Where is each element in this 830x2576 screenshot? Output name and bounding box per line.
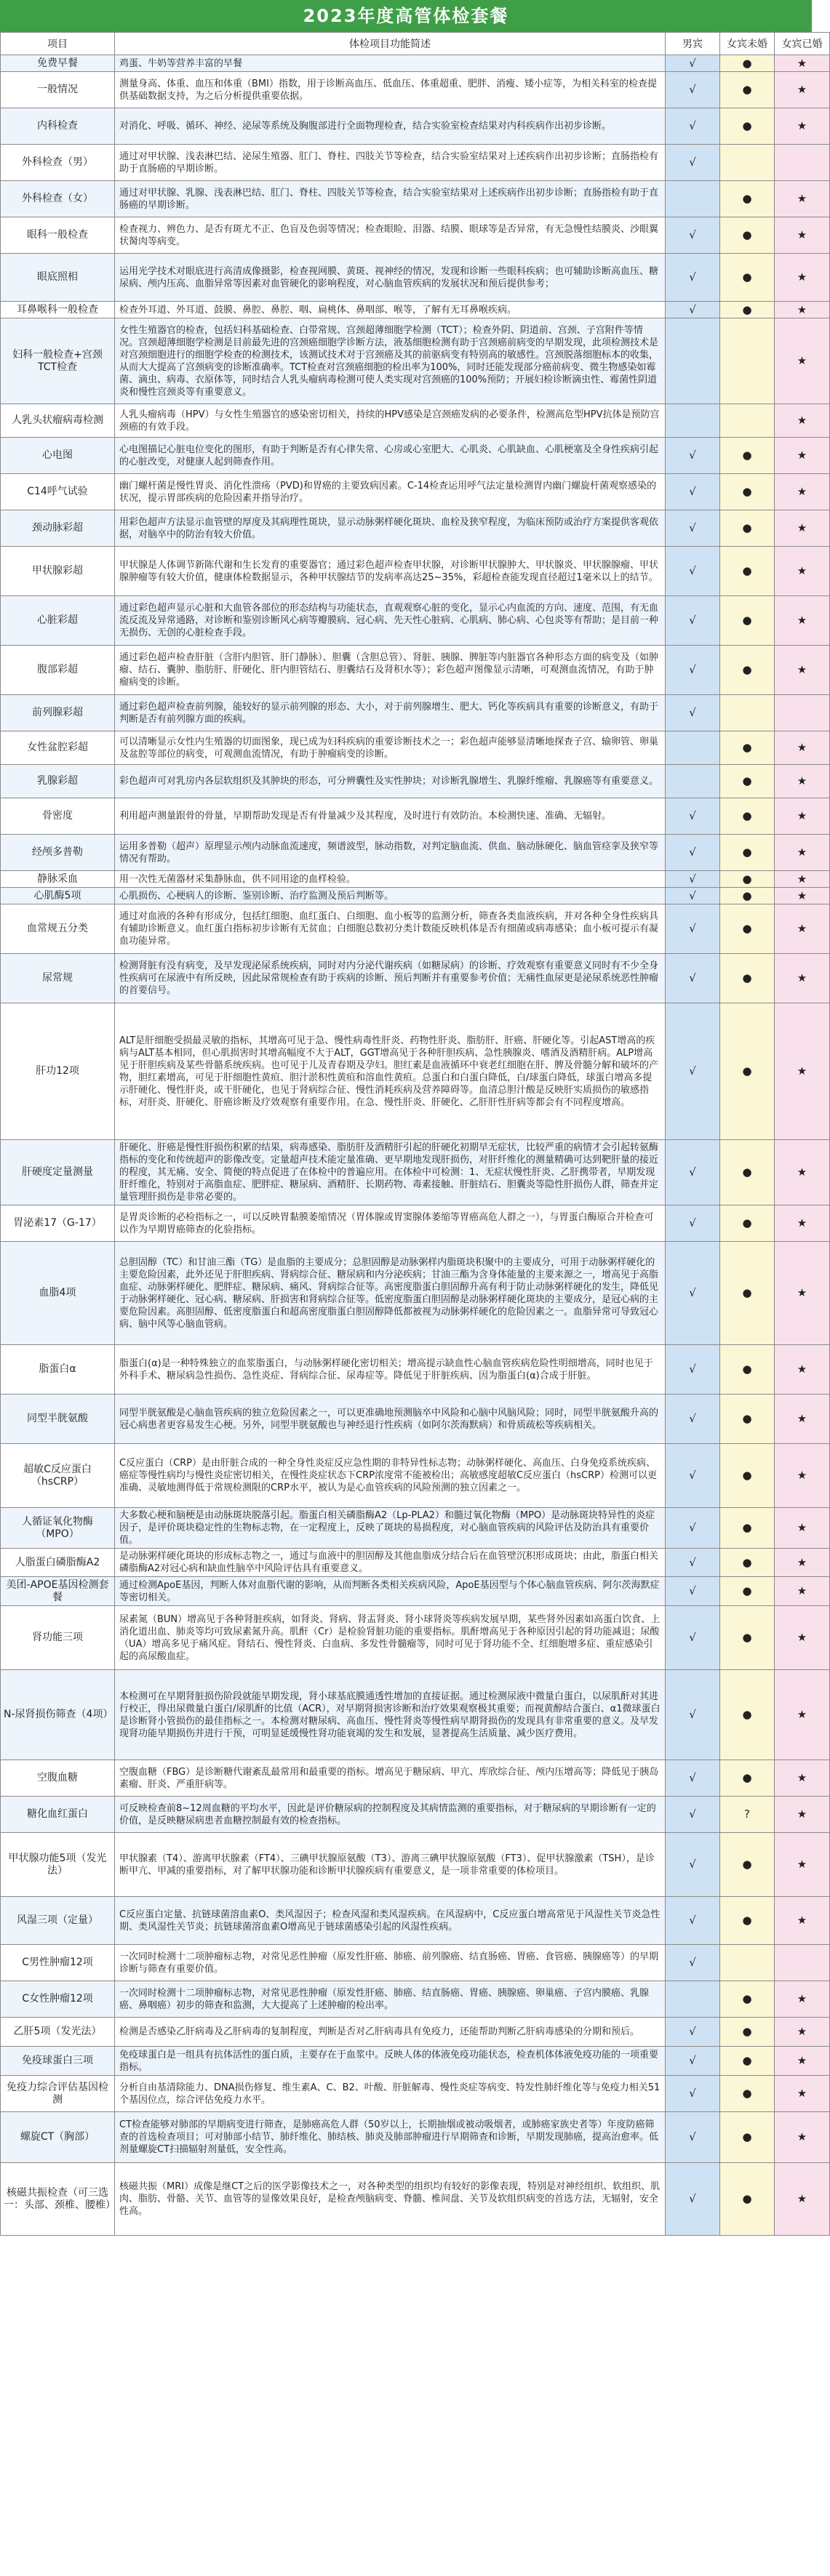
row-male-mark: √	[666, 695, 720, 731]
row-description: 利用超声测量跟骨的骨量，早期帮助发现是否有骨量减少及其程度，及时进行有效防治。本检测快速、准确、无辐射。	[115, 798, 666, 835]
table-header-row	[1, 33, 830, 55]
table-row	[1, 1205, 830, 1242]
row-female-unmarried-mark: ●	[720, 1395, 775, 1444]
row-male-mark: √	[666, 547, 720, 596]
row-female-unmarried-mark: ●	[720, 2163, 775, 2236]
row-female-married-mark: ★	[775, 731, 830, 765]
row-male-mark	[666, 1981, 720, 2018]
row-female-unmarried-mark: ●	[720, 217, 775, 254]
row-description: 对消化、呼吸、循环、神经、泌尿等系统及胸腹部进行全面物理检查，结合实验室检查结果对内科疾病作出初步诊断。	[115, 108, 666, 145]
row-description: 同型半胱氨酸是心脑血管疾病的独立危险因素之一，可以更准确地预测脑卒中风险和心脑中风脑风险；同时，同型半胱氨酸升高的冠心病患者更容易发生心梗。另外，同型半胱氨酸也与神经退行性疾病（如阿尔茨海默病）和骨质疏松等疾病相关。	[115, 1395, 666, 1444]
row-female-unmarried-mark	[720, 695, 775, 731]
row-description: C反应蛋白（CRP）是由肝脏合成的一种全身性炎症反应急性期的非特异性标志物；动脉粥样硬化、高血压、白身免疫系统疾病、癌症等慢性病均与慢性炎症密切相关，在慢性炎症状态下CRP浓度常不能被检出；高敏感度超敏C反应蛋白（hsCRP）检测可以更准确、灵敏地测得低于常规检测限的CRP水平，被认为是心血管疾病的风险预测的独立因素之一。	[115, 1444, 666, 1508]
table-row	[1, 510, 830, 547]
row-female-married-mark: ★	[775, 1606, 830, 1670]
table-row	[1, 596, 830, 646]
row-item-name: 女性盆腔彩超	[1, 731, 115, 765]
row-female-married-mark	[775, 695, 830, 731]
row-item-name: 颈动脉彩超	[1, 510, 115, 547]
row-female-unmarried-mark: ●	[720, 72, 775, 108]
row-female-unmarried-mark: ●	[720, 438, 775, 474]
table-row	[1, 1395, 830, 1444]
row-female-married-mark: ★	[775, 765, 830, 798]
row-female-married-mark: ★	[775, 217, 830, 254]
row-female-unmarried-mark: ●	[720, 954, 775, 1003]
row-female-married-mark: ★	[775, 318, 830, 404]
row-female-unmarried-mark: ●	[720, 1760, 775, 1797]
row-description: 大多数心梗和脑梗是由动脉斑块脱落引起。脂蛋白相关磷脂酶A2（Lp-PLA2）和髓过氧化物酶（MPO）是动脉斑块特异性的炎症因子，是评价斑块稳定性的生物标志物，在一定程度上，反映了斑块的易损程度，对心脑血管疾病的风险评估及防治具有重要价值。	[115, 1508, 666, 1549]
row-female-unmarried-mark: ●	[720, 108, 775, 145]
row-item-name: 内科检查	[1, 108, 115, 145]
row-female-unmarried-mark: ●	[720, 1833, 775, 1897]
table-row	[1, 2163, 830, 2236]
table-row	[1, 55, 830, 72]
row-item-name: 同型半胱氨酸	[1, 1395, 115, 1444]
table-row	[1, 1897, 830, 1945]
row-female-married-mark: ★	[775, 302, 830, 318]
row-female-unmarried-mark	[720, 404, 775, 438]
row-male-mark: √	[666, 1003, 720, 1140]
header-female-unmarried: 女宾未婚	[720, 33, 775, 55]
table-row	[1, 695, 830, 731]
row-description: 肝硬化、肝癌是慢性肝损伤积累的结果，病毒感染、脂肪肝及酒精肝引起的肝硬化初期早无症状，比较严重的病情才会引起转氨酶指标的变化和传统超声的影像改变。定量超声技术能定量准确、更早期地发现肝损伤，对肝纤维化的测量精确可达到靶肝量的接近的程度，其无痛、安全、简便的特点促进了在体检中的普遍应用。在体检中可检测：1、无症状慢性肝炎、乙肝携带者，早期发现肝纤维化，特别对于高脂血症、肥胖症、糖尿病、酒精肝、长期药物、毒素接触、肝脏结石、胆囊炎等隐性肝损伤人群，筛查并定量管理肝损伤是非常必要的。	[115, 1140, 666, 1205]
row-female-married-mark	[775, 1945, 830, 1981]
row-male-mark: √	[666, 302, 720, 318]
table-row	[1, 1981, 830, 2018]
row-female-unmarried-mark: ●	[720, 1205, 775, 1242]
table-row	[1, 547, 830, 596]
row-male-mark	[666, 318, 720, 404]
table-row	[1, 798, 830, 835]
row-item-name: 外科检查（女）	[1, 181, 115, 217]
row-description: 幽门螺杆菌是慢性胃炎、消化性溃疡（PVD)和胃癌的主要致病因素。C-14检查运用呼气法定量检测胃内幽门螺旋杆菌观察感染的状况，提示胃部疾病的危险因素并指导治疗。	[115, 474, 666, 510]
row-item-name: 静脉采血	[1, 871, 115, 888]
row-female-married-mark: ★	[775, 1670, 830, 1760]
row-female-married-mark: ★	[775, 254, 830, 302]
table-row	[1, 302, 830, 318]
row-item-name: 血脂4项	[1, 1242, 115, 1345]
row-female-unmarried-mark: ●	[720, 1897, 775, 1945]
row-item-name: 人乳头状瘤病毒检测	[1, 404, 115, 438]
row-item-name: 眼底照相	[1, 254, 115, 302]
row-male-mark: √	[666, 254, 720, 302]
row-male-mark: √	[666, 1508, 720, 1549]
table-row	[1, 731, 830, 765]
row-item-name: 肾功能三项	[1, 1606, 115, 1670]
table-row	[1, 474, 830, 510]
row-male-mark: √	[666, 474, 720, 510]
header-description: 体检项目功能简述	[115, 33, 666, 55]
row-description: 鸡蛋、牛奶等营养丰富的早餐	[115, 55, 666, 72]
row-female-unmarried-mark: ●	[720, 1981, 775, 2018]
row-description: 检查外耳道、外耳道、鼓膜、鼻腔、鼻腔、咽、扁桃体、鼻咽部、喉等，了解有无耳鼻喉疾病。	[115, 302, 666, 318]
row-female-unmarried-mark	[720, 145, 775, 181]
table-row	[1, 1549, 830, 1577]
table-row	[1, 2076, 830, 2112]
row-description: 总胆固醇（TC）和甘油三酯（TG）是血脂的主要成分；总胆固醇是动脉粥样内脂斑块积聚中的主要成分，可用于动脉粥样硬化的主要危险因素，此外还见于肝胆疾病、肾病综合征、糖尿病和内分泌疾病；甘油三酯为含身体能量的主要来源之一，增高见于高脂血症、动脉粥样硬化、肥胖症、糖尿病、痛风、肾病综合征等。高密度脂蛋白胆固醇升高有利于防止动脉粥样硬化的发生，降低见于动脉粥样硬化、冠心病、糖尿病、肝损害和肾病综合征等。低密度脂蛋白胆固醇是动脉粥样硬化斑块的主要成分，是冠心病的主要危险因素。高胆固醇、低密度脂蛋白和超高密度脂蛋白胆固醇降低都被视为动脉粥样硬化的危险因素之一。血脂异常可导致冠心病、脑中风等心脑血管病。	[115, 1242, 666, 1345]
row-female-unmarried-mark: ●	[720, 888, 775, 904]
row-female-unmarried-mark: ●	[720, 871, 775, 888]
row-female-unmarried-mark	[720, 318, 775, 404]
row-description: 可反映检查前8~12周血糖的平均水平，因此是评价糖尿病的控制程度及其病情监测的重要指标，对于糖尿病的早期诊断有一定的价值，是反映糖尿病患者血糖控制最有效的检查指标。	[115, 1797, 666, 1833]
row-female-unmarried-mark: ●	[720, 1577, 775, 1606]
row-male-mark: √	[666, 1444, 720, 1508]
row-female-married-mark: ★	[775, 1140, 830, 1205]
row-male-mark: √	[666, 1549, 720, 1577]
row-item-name: 眼科一般检查	[1, 217, 115, 254]
header-item: 项目	[1, 33, 115, 55]
row-female-married-mark: ★	[775, 547, 830, 596]
row-description: 用一次性无菌器材采集静脉血，供不同用途的血样检验。	[115, 871, 666, 888]
row-male-mark: √	[666, 835, 720, 871]
row-female-unmarried-mark: ●	[720, 474, 775, 510]
row-male-mark: √	[666, 2076, 720, 2112]
row-item-name: 耳鼻喉科一般检查	[1, 302, 115, 318]
row-description: 是胃炎诊断的必检指标之一，可以反映胃黏膜萎缩情况（胃体腺或胃窦腺体萎缩等胃癌高危人群之一），与胃蛋白酶原合并检查可以作为早期胃癌筛查的化验指标。	[115, 1205, 666, 1242]
row-item-name: 血常规五分类	[1, 904, 115, 954]
row-female-unmarried-mark: ●	[720, 302, 775, 318]
row-female-married-mark: ★	[775, 1981, 830, 2018]
row-female-unmarried-mark: ●	[720, 731, 775, 765]
row-item-name: 核磁共振检查（可三选一：头部、颈椎、腰椎）	[1, 2163, 115, 2236]
row-female-married-mark: ★	[775, 1833, 830, 1897]
table-row	[1, 1833, 830, 1897]
row-item-name: 甲状腺彩超	[1, 547, 115, 596]
row-description: C反应蛋白定量、抗链球菌溶血素O、类风湿因子；检查风湿和类风湿疾病。在风湿病中，C反应蛋白增高常见于风湿性关节炎急性期、类风湿性关节炎；抗链球菌溶血素O增高见于链球菌感染引起的风湿性疾病。	[115, 1897, 666, 1945]
table-row	[1, 835, 830, 871]
row-female-unmarried-mark: ●	[720, 2047, 775, 2076]
row-item-name: 腹部彩超	[1, 646, 115, 695]
row-female-married-mark: ★	[775, 181, 830, 217]
row-female-married-mark: ★	[775, 474, 830, 510]
row-description: 空腹血糖（FBG）是诊断糖代谢紊乱最常用和最重要的指标。增高见于糖尿病、甲亢、库欣综合征、颅内压增高等；降低见于胰岛素瘤、肝炎、严重肝病等。	[115, 1760, 666, 1797]
row-description: 检测是否感染乙肝病毒及乙肝病毒的复制程度，判断是否对乙肝病毒具有免疫力，还能帮助判断乙肝病毒感染的分期和预后。	[115, 2018, 666, 2047]
row-item-name: 心肌酶5项	[1, 888, 115, 904]
row-description: 通过对甲状腺、乳腺、浅表淋巴结、肛门、脊柱、四肢关节等检查，结合实验室结果对上述疾病作出初步诊断；直肠指检有助于直肠癌的早期诊断。	[115, 181, 666, 217]
row-item-name: 外科检查（男）	[1, 145, 115, 181]
row-male-mark: √	[666, 72, 720, 108]
row-description: 本检测可在早期肾脏损伤阶段就能早期发现，肾小球基底膜通透性增加的直接证据。通过检测尿液中微量白蛋白，以尿肌酐对其进行校正，得出尿微量白蛋白/尿肌酐的比值（ACR），对早期肾损害诊断和治疗效果观察极其重要；而视黄醇结合蛋白、α1微球蛋白是诊断肾小管损伤的最佳指标之一。本检测对糖尿病、高血压、慢性肾炎等慢性病早期肾损伤的发现具有非常重要的意义。及早发现肾功能早期损伤并进行干预，可明显延缓慢性肾功能衰竭的发生和发展，显著提高生活质量、减少医疗费用。	[115, 1670, 666, 1760]
table-row	[1, 1003, 830, 1140]
row-item-name: 人脂蛋白磷脂酶A2	[1, 1549, 115, 1577]
row-female-married-mark: ★	[775, 2163, 830, 2236]
row-item-name: 前列腺彩超	[1, 695, 115, 731]
row-female-married-mark: ★	[775, 72, 830, 108]
row-female-unmarried-mark: ●	[720, 1140, 775, 1205]
row-female-unmarried-mark: ?	[720, 1797, 775, 1833]
table-row	[1, 1508, 830, 1549]
row-male-mark: √	[666, 1897, 720, 1945]
table-row	[1, 1797, 830, 1833]
row-female-unmarried-mark: ●	[720, 1242, 775, 1345]
row-item-name: 尿常规	[1, 954, 115, 1003]
row-description: 用彩色超声方法显示血管壁的厚度及其病理性斑块，显示动脉粥样硬化斑块、血栓及狭窄程度，为临床预防或治疗方案提供客观依据，对脑卒中的防治有较大价值。	[115, 510, 666, 547]
row-description: 核磁共振（MRI）成像是继CT之后的医学影像技术之一，对各种类型的组织均有较好的影像表现，特别是对神经组织、软组织、肌肉、脂肪、骨骼、关节、血管等的显像效果良好，是检查颅脑病变、脊髓、椎间盘、关节及软组织病变的首选方法，无辐射，安全性高。	[115, 2163, 666, 2236]
row-male-mark	[666, 765, 720, 798]
package-table	[0, 32, 830, 2236]
row-female-unmarried-mark: ●	[720, 1670, 775, 1760]
row-female-married-mark	[775, 145, 830, 181]
row-female-married-mark: ★	[775, 55, 830, 72]
row-description: 通过对血液的各种有形成分，包括红细胞、血红蛋白、白细胞、血小板等的监测分析，筛查各类血液疾病，并对各种全身性疾病具有辅助诊断意义。血红蛋白指标初步诊断有无贫血；白细胞总数初分类计数能反映机体是否有细菌或病毒感染；血小板可提示有凝血功能异常。	[115, 904, 666, 954]
row-female-married-mark: ★	[775, 1003, 830, 1140]
row-female-married-mark: ★	[775, 871, 830, 888]
row-item-name: 免费早餐	[1, 55, 115, 72]
row-male-mark: √	[666, 2018, 720, 2047]
row-female-unmarried-mark: ●	[720, 904, 775, 954]
row-item-name: 妇科一般检查+宫颈TCT检查	[1, 318, 115, 404]
row-female-unmarried-mark: ●	[720, 1345, 775, 1395]
row-description: 测量身高、体重、血压和体重（BMI）指数，用于诊断高血压、低血压、体重超重、肥胖、消瘦、矮小症等，为相关科室的检查提供基础数据支持，为之后分析提供重要依据。	[115, 72, 666, 108]
row-description: 一次同时检测十二项肿瘤标志物，对常见恶性肿瘤（原发性肝癌、肺癌、结直肠癌、胃癌、胰腺癌、卵巢癌、子宫内膜癌、乳腺癌、鼻咽癌）初步的筛查和监测，大大提高了上述肿瘤的检出率。	[115, 1981, 666, 2018]
table-body	[1, 55, 830, 2236]
row-description: ALT是肝细胞受损最灵敏的指标，其增高可见于急、慢性病毒性肝炎、药物性肝炎、脂肪肝、肝癌、肝硬化等。引起AST增高的疾病与ALT基本相同，但心肌损害时其增高幅度不大于ALT，GGT增高见于各种肝胆疾病、急性胰腺炎、嗜酒及酒精肝病。ALP增高见于肝胆疾病及某些骨骼系统疾病。也可见于儿及青春期及孕妇。胆红素是血液循环中衰老红细胞在肝、脾及骨髓分解和破坏的产物，胆红素增高，可见于肝细胞性黄疸、胆汁淤积性黄疸和溶血性黄疸。总蛋白和白蛋白降低，白/球蛋白降低，球蛋白增高多提示肝硬化、慢性肝炎，或干肝硬化，也见于肾病综合征、慢性消耗疾病及营养障碍等。血清总胆汁酸是反映肝实质损伤的敏感指标，对肝炎、肝硬化、肝癌诊断及疗效观察有重要作用。在急、慢性肝炎、肝硬化、乙肝肝性肝病等都会有不同程度增高。	[115, 1003, 666, 1140]
table-row	[1, 904, 830, 954]
row-description: 甲状腺素（T4）、游离甲状腺素（FT4）、三碘甲状腺原氨酸（T3）、游离三碘甲状腺原氨酸（FT3）、促甲状腺激素（TSH），是诊断甲亢、甲减的重要指标，对了解甲状腺功能和诊断甲状腺疾病有重要意义，是一项非常重要的体检项目。	[115, 1833, 666, 1897]
row-description: 通过彩色超声检查肝脏（含肝内胆管、肝门静脉）、胆囊（含胆总管）、肾脏、胰腺、脾脏等内脏器官各种形态方面的病变及（如肿瘤、结石、囊肿、脂肪肝、肝硬化、肝内胆管结石、胆囊结石及肾积水等）；彩色超声图像显示清晰，可观测血流情况，有助于肿瘤病变的诊断。	[115, 646, 666, 695]
row-item-name: 甲状腺功能5项（发光法）	[1, 1833, 115, 1897]
row-item-name: 胃泌素17（G-17）	[1, 1205, 115, 1242]
row-female-married-mark: ★	[775, 2047, 830, 2076]
row-male-mark: √	[666, 1945, 720, 1981]
row-item-name: 风湿三项（定量）	[1, 1897, 115, 1945]
header-male: 男宾	[666, 33, 720, 55]
row-male-mark: √	[666, 1833, 720, 1897]
row-female-unmarried-mark: ●	[720, 798, 775, 835]
row-male-mark	[666, 181, 720, 217]
table-row	[1, 2112, 830, 2163]
table-row	[1, 1345, 830, 1395]
row-item-name: 乙肝5项（发光法）	[1, 2018, 115, 2047]
row-male-mark: √	[666, 1205, 720, 1242]
row-description: 心电图描记心脏电位变化的图形，有助于判断是否有心律失常、心房或心室肥大、心肌炎、心肌缺血、心肌梗塞及全身性疾病引起的心脏改变，对健康人起到筛查作用。	[115, 438, 666, 474]
row-male-mark: √	[666, 1606, 720, 1670]
row-description: 心肌损伤、心梗病人的诊断、鉴别诊断、治疗监测及预后判断等。	[115, 888, 666, 904]
row-female-married-mark: ★	[775, 646, 830, 695]
row-female-unmarried-mark: ●	[720, 765, 775, 798]
table-row	[1, 254, 830, 302]
row-female-married-mark: ★	[775, 1345, 830, 1395]
row-female-married-mark: ★	[775, 835, 830, 871]
row-description: 是动脉粥样硬化斑块的形成标志物之一，通过与血液中的胆固醇及其他血脂成分结合后在血管壁沉积形成斑块；由此，脂蛋白相关磷脂酶A2对冠心病和缺血性脑卒中风险评估具有重要意义。	[115, 1549, 666, 1577]
row-female-unmarried-mark: ●	[720, 2112, 775, 2163]
table-row	[1, 954, 830, 1003]
row-female-unmarried-mark: ●	[720, 254, 775, 302]
row-male-mark: √	[666, 888, 720, 904]
row-description: 甲状腺是人体调节新陈代谢和生长发育的重要器官；通过彩色超声检查甲状腺，对诊断甲状腺肿大、甲状腺炎、甲状腺腺瘤、甲状腺肿瘤等有较大价值，健康体检数据显示，各种甲状腺结节的发病率高达25~35%，彩超检查能发现直径超过1毫米以上的结节。	[115, 547, 666, 596]
row-male-mark: √	[666, 646, 720, 695]
row-item-name: 免疫力综合评估基因检测	[1, 2076, 115, 2112]
row-description: 运用光学技术对眼底进行高清成像摄影，检查视网膜、黄斑、视神经的情况，发现和诊断一些眼科疾病；也可辅助诊断高血压、糖尿病、颅内压高、血脂异常等因素对血管硬化的影响程度，对心脑血管疾病的发展状况和预后提供参考；	[115, 254, 666, 302]
row-female-married-mark: ★	[775, 798, 830, 835]
table-row	[1, 1577, 830, 1606]
row-male-mark: √	[666, 217, 720, 254]
row-description: 脂蛋白(α)是一种特殊独立的血浆脂蛋白，与动脉粥样硬化密切相关；增高提示缺血性心脑血管疾病危险性明细增高，同时也见于外科手术、糖尿病急性损伤、急性炎症、肾病综合征、尿毒症等。降低见于肝脏疾病、因为脂蛋白(α)合成于肝脏。	[115, 1345, 666, 1395]
row-male-mark: √	[666, 954, 720, 1003]
table-row	[1, 1140, 830, 1205]
row-female-unmarried-mark: ●	[720, 596, 775, 646]
row-female-married-mark: ★	[775, 888, 830, 904]
table-row	[1, 2047, 830, 2076]
row-male-mark: √	[666, 2163, 720, 2236]
row-item-name: 肝功12项	[1, 1003, 115, 1140]
row-description: 通过对甲状腺、浅表淋巴结、泌尿生殖器、肛门、脊柱、四肢关节等检查，结合实验室结果对上述疾病作出初步诊断；直肠指检有助于直肠癌的早期诊断。	[115, 145, 666, 181]
row-description: 检测肾脏有没有病变，及早发现泌尿系统疾病，同时对内分泌代谢疾病（如糖尿病）的诊断、疗效观察有重要意义同时有不少全身性疾病可在尿液中有所反映，因此尿常规检查有助于疾病的诊断、预后判断并有重要参考价值；无痛性血尿更是泌尿系统恶性肿瘤的首要信号。	[115, 954, 666, 1003]
table-row	[1, 72, 830, 108]
row-description: 运用多普勒（超声）原理显示颅内动脉血流速度，频谱波型，脉动指数，对判定脑血流、供血、脑动脉硬化、脑血管痉挛及狭窄等情况有帮助。	[115, 835, 666, 871]
table-row	[1, 888, 830, 904]
row-item-name: C男性肿瘤12项	[1, 1945, 115, 1981]
row-male-mark: √	[666, 1670, 720, 1760]
row-item-name: 美团-APOE基因检测套餐	[1, 1577, 115, 1606]
row-female-married-mark: ★	[775, 1242, 830, 1345]
row-description: 通过检测ApoE基因，判断人体对血脂代谢的影响，从而判断各类相关疾病风险，ApoE基因型与个体心脑血管疾病、阿尔茨海默症等密切相关。	[115, 1577, 666, 1606]
row-male-mark	[666, 404, 720, 438]
row-female-unmarried-mark: ●	[720, 510, 775, 547]
row-male-mark: √	[666, 2112, 720, 2163]
row-female-married-mark: ★	[775, 596, 830, 646]
row-female-unmarried-mark: ●	[720, 2076, 775, 2112]
page-title: 2023年度高管体检套餐	[0, 0, 812, 32]
row-description: CT检查能够对肺部的早期病变进行筛查，是肺癌高危人群（50岁以上，长期抽烟或被动吸烟者，或肺癌家族史者等）年度防癌筛查的首选检查项目；可对肺部小结节、肺纤维化、肺结核、肺炎及肺部肿瘤进行早期筛查和诊断，早期发现肺癌，提高治愈率。低剂量螺旋CT扫描辐射剂量低，安全性高。	[115, 2112, 666, 2163]
table-row	[1, 318, 830, 404]
row-female-married-mark: ★	[775, 108, 830, 145]
row-description: 通过彩色超声显示心脏和大血管各部位的形态结构与功能状态，直观观察心脏的变化，显示心内血流的方向、速度、范围，有无血流反流及异常通路，对诊断和鉴别诊断风心病等瓣膜病、冠心病、先天性心脏病、心肌病、肺心病、心包炎等有帮助；是目前一种无损伤、无创的心脏检查手段。	[115, 596, 666, 646]
row-female-unmarried-mark: ●	[720, 1606, 775, 1670]
row-description: 女性生殖器官的检查，包括妇科基础检查、白带常规、宫颈超薄细胞学检测（TCT）；检查外阴、阴道前、宫颈、子宫附件等情况。宫颈超薄细胞学检测是目前最先进的宫颈癌细胞学诊断方法，液基细胞检测有助于宫颈癌前病变的早期发现，此项检测技术是对宫颈细胞进行的细胞学检查的检测技术，该测试技术对于宫颈癌及其的前驱病变有特别高的敏感性。宫颈脱落细胞标本的收集，从而大大提高了宫颈病变的诊断准确率。TCT检查对宫颈癌细胞的检出率为100%，同时还能发现部分癌前病变、微生物感染如霉菌、滴虫、病毒、衣原体等，同时结合人乳头瘤病毒检测可使人类实现对宫颈癌的100%预防；开展妇检诊断滴虫性、霉菌性阴道炎和慢性宫颈炎等有重要意义。	[115, 318, 666, 404]
row-description: 一次同时检测十二项肿瘤标志物，对常见恶性肿瘤（原发性肝癌、肺癌、前列腺癌、结直肠癌、胃癌、食管癌、胰腺癌等）的早期诊断与筛查有重要价值。	[115, 1945, 666, 1981]
row-female-unmarried-mark: ●	[720, 181, 775, 217]
table-row	[1, 1945, 830, 1981]
row-description: 彩色超声可对乳房内各层软组织及其肿块的形态，可分辨囊性及实性肿块；对诊断乳腺增生、乳腺纤维瘤、乳腺癌等有重要意义。	[115, 765, 666, 798]
table-row	[1, 1670, 830, 1760]
table-row	[1, 217, 830, 254]
row-description: 检查视力、辨色力、是否有斑尤不正、色盲及色弱等情况；检查眼睑、泪器、结膜、眼球等是否异常，有无急慢性结膜炎、沙眼翼状胬肉等病变。	[115, 217, 666, 254]
row-male-mark: √	[666, 904, 720, 954]
row-female-married-mark: ★	[775, 2076, 830, 2112]
header-female-married: 女宾已婚	[775, 33, 830, 55]
row-item-name: 经颅多普勒	[1, 835, 115, 871]
row-female-unmarried-mark: ●	[720, 646, 775, 695]
row-male-mark: √	[666, 1395, 720, 1444]
row-female-married-mark: ★	[775, 904, 830, 954]
row-item-name: 超敏C反应蛋白（hsCRP）	[1, 1444, 115, 1508]
row-male-mark: √	[666, 871, 720, 888]
row-female-unmarried-mark: ●	[720, 547, 775, 596]
row-female-unmarried-mark: ●	[720, 1003, 775, 1140]
row-item-name: 乳腺彩超	[1, 765, 115, 798]
row-male-mark: √	[666, 438, 720, 474]
table-row	[1, 181, 830, 217]
row-male-mark: √	[666, 145, 720, 181]
table-row	[1, 646, 830, 695]
table-row	[1, 1606, 830, 1670]
row-description: 可以清晰显示女性内生殖器的切面图象，现已成为妇科疾病的重要诊断技术之一；彩色超声能够显清晰地探查子宫、输卵管、卵巢及盆腔等部位的病变，可观测血流情况，有助于肿瘤病变的诊断。	[115, 731, 666, 765]
table-row	[1, 1760, 830, 1797]
table-row	[1, 108, 830, 145]
row-description: 免疫球蛋白是一组具有抗体活性的蛋白质，主要存在于血浆中。反映人体的体液免疫功能状态，检查机体体液免疫功能的一项重要指标。	[115, 2047, 666, 2076]
row-female-unmarried-mark: ●	[720, 835, 775, 871]
row-item-name: N-尿肾损伤筛查（4项）	[1, 1670, 115, 1760]
row-description: 人乳头瘤病毒（HPV）与女性生殖器官的感染密切相关，持续的HPV感染是宫颈癌发病的必要条件，检测高危型HPV抗体是预防宫颈癌的有效手段。	[115, 404, 666, 438]
row-female-married-mark: ★	[775, 2112, 830, 2163]
row-male-mark: √	[666, 510, 720, 547]
row-female-married-mark: ★	[775, 1797, 830, 1833]
table-row	[1, 1444, 830, 1508]
row-male-mark: √	[666, 798, 720, 835]
row-female-married-mark: ★	[775, 1205, 830, 1242]
row-female-married-mark: ★	[775, 1897, 830, 1945]
row-female-married-mark: ★	[775, 1444, 830, 1508]
table-row	[1, 438, 830, 474]
row-female-married-mark: ★	[775, 404, 830, 438]
row-male-mark: √	[666, 596, 720, 646]
table-row	[1, 871, 830, 888]
row-male-mark: √	[666, 1242, 720, 1345]
row-male-mark: √	[666, 2047, 720, 2076]
row-female-married-mark: ★	[775, 1508, 830, 1549]
table-row	[1, 765, 830, 798]
row-item-name: 糖化血红蛋白	[1, 1797, 115, 1833]
row-female-unmarried-mark: ●	[720, 1444, 775, 1508]
row-description: 分析自由基清除能力、DNA损伤修复、维生素A、C、B2、叶酸、肝脏解毒、慢性炎症等病变、特发性肺纤维化等与免疫力相关51个基因位点，综合评估免疫力水平。	[115, 2076, 666, 2112]
row-female-married-mark: ★	[775, 954, 830, 1003]
row-male-mark: √	[666, 1760, 720, 1797]
row-female-married-mark: ★	[775, 1577, 830, 1606]
row-item-name: 螺旋CT（胸部）	[1, 2112, 115, 2163]
row-female-married-mark: ★	[775, 510, 830, 547]
row-item-name: 骨密度	[1, 798, 115, 835]
row-description: 通过彩色超声检查前列腺，能较好的显示前列腺的形态、大小，对于前列腺增生、肥大、钙化等疾病具有重要的诊断意义，有助于判断是否有前列腺方面的疾病。	[115, 695, 666, 731]
row-female-unmarried-mark: ●	[720, 55, 775, 72]
row-male-mark: √	[666, 1797, 720, 1833]
row-item-name: 人循证氧化物酶（MPO）	[1, 1508, 115, 1549]
table-row	[1, 2018, 830, 2047]
row-item-name: 一般情况	[1, 72, 115, 108]
row-female-married-mark: ★	[775, 1760, 830, 1797]
row-female-unmarried-mark: ●	[720, 2018, 775, 2047]
row-item-name: C女性肿瘤12项	[1, 1981, 115, 2018]
row-item-name: 免疫球蛋白三项	[1, 2047, 115, 2076]
row-female-married-mark: ★	[775, 2018, 830, 2047]
row-male-mark: √	[666, 55, 720, 72]
row-female-unmarried-mark	[720, 1945, 775, 1981]
table-row	[1, 404, 830, 438]
row-item-name: 心电图	[1, 438, 115, 474]
row-item-name: 脂蛋白α	[1, 1345, 115, 1395]
row-description: 尿素氮（BUN）增高见于各种肾脏疾病，如肾炎、肾病、肾盂肾炎、肾小球肾炎等疾病发展早期，某些肾外因素如高蛋白饮食、上消化道出血、肺炎等均可致尿素氮升高。肌酐（Cr）是检验肾脏功能的重要指标。肌酐增高见于各种原因引起的肾功能减退；尿酸（UA）增高多见于痛风症。肾结石、慢性肾炎、白血病、多发性骨髓瘤等，同时可见于肾功能不全、红细胞增多症、重症感染引起的高尿酸血症。	[115, 1606, 666, 1670]
table-row	[1, 1242, 830, 1345]
row-male-mark: √	[666, 108, 720, 145]
row-female-married-mark: ★	[775, 1395, 830, 1444]
row-item-name: 肝硬度定量测量	[1, 1140, 115, 1205]
row-male-mark	[666, 731, 720, 765]
row-item-name: 心脏彩超	[1, 596, 115, 646]
row-male-mark: √	[666, 1140, 720, 1205]
row-female-unmarried-mark: ●	[720, 1508, 775, 1549]
row-female-married-mark: ★	[775, 1549, 830, 1577]
row-female-unmarried-mark: ●	[720, 1549, 775, 1577]
row-male-mark: √	[666, 1577, 720, 1606]
table-row	[1, 145, 830, 181]
row-male-mark: √	[666, 1345, 720, 1395]
row-item-name: 空腹血糖	[1, 1760, 115, 1797]
row-female-married-mark: ★	[775, 438, 830, 474]
row-item-name: C14呼气试验	[1, 474, 115, 510]
